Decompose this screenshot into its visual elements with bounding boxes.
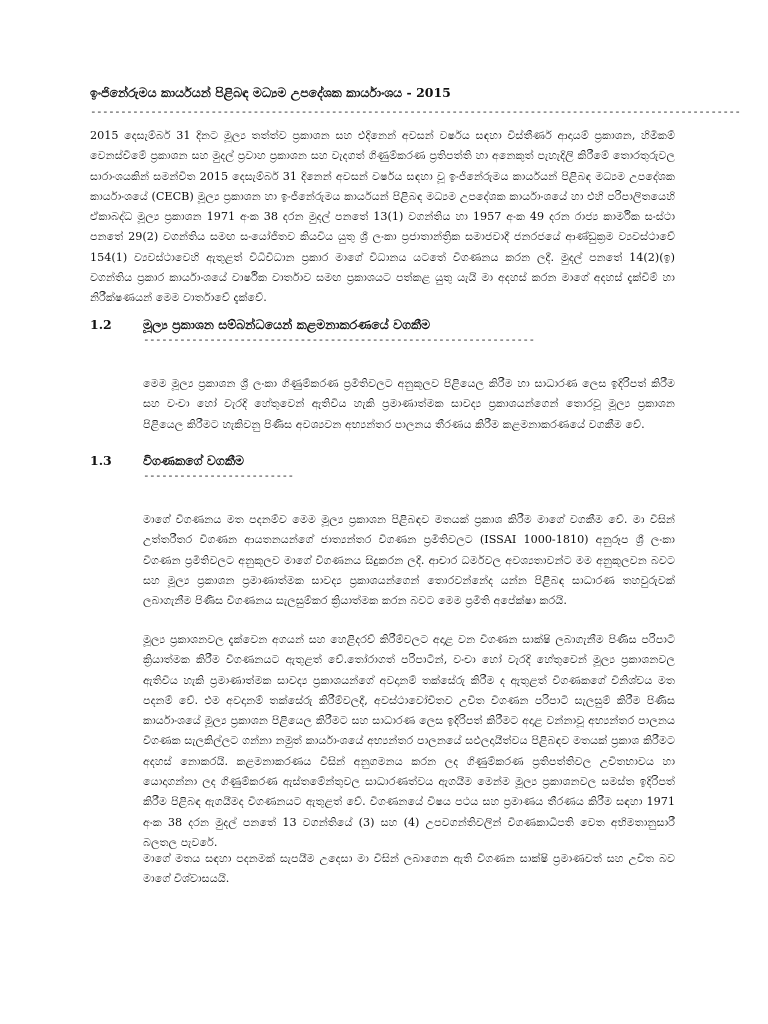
- auditor-responsibility-paragraph-1: මාගේ විගණනය මත පදනම්ව මෙම මූල්‍ය ප්‍රකාශන පිළිබඳව මතයක් ප්‍රකාශ කිරීම මාගේ වගකීම වේ. මා විසින් උත්තරීතර විගණන ආයතනයන්ගේ ජාත්‍යන්තර විගණන ප්‍රමිතිවලට (ISSAI 1000-1810) අනුරූප ශ්‍රී ලංකා විගණන ප්‍රමිතිවලට අනුකූලව මාගේ විගණනය සිදුකරන ලදී. ආචාර ධර්මවල අවශ්‍යතාවන්ට මම අනුකූලවන බවට සහ මූල්‍ය ප්‍රකාශන ප්‍රමාණාත්මක සාවද්‍ය ප්‍රකාශයන්ගෙන් තොරවන්නේද යන්න පිළිබඳ සාධාරණ තහවුරුවක් ලබාගැනීම පිණිස විගණනය සැලසුම්කර ක්‍රියාත්මක කරන බවට මෙම ප්‍රමිති අපේක්ෂා කරයි.: [143, 513, 675, 608]
- intro-paragraph: 2015 දෙසැම්බර් 31 දිනට මූල්‍ය තත්ත්ව ප්‍රකාශන සහ එදිනෙන් අවසන් වර්ෂය සඳහා විස්තීර්ණ ආදායම් ප්‍රකාශන, හිමිකම් වෙනස්වීමේ ප්‍රකාශන සහ මුදල් ප්‍රවාහ ප්‍රකාශන සහ වැදගත් ගිණුම්කරණ ප්‍රතිපත්ති හා අනෙකුත් පැහැදිලි කිරීමේ තොරතුරුවල සාරාංශයකින් සමන්විත 2015 දෙසැම්බර් 31 දිනෙන් අවසන් වර්ෂය සඳහා වූ ඉංජිනේරුමය කාර්යයන් පිළිබඳ මධ්‍යම උපදේශක කාර්යාංශයේ (CECB) මූල්‍ය ප්‍රකාශන හා ඉංජිනේරුමය කාර්යයන් පිළිබඳ මධ්‍යම උපදේශක කාර්යාංශයේ හා එහි පරිපාලිතයෙහි ඒකාබද්ධ මූල්‍ය ප්‍රකාශන 1971 අංක 38 දරන මුදල් පනතේ 13(1) වගන්තිය හා 1957 අංක 49 දරන රාජ්‍ය කාර්මික සංස්ථා පනතේ 29(2) වගන්තිය සමඟ සංයෝජිතව කියවිය යුතු ශ්‍රී ලංකා ප්‍රජාතාන්ත්‍රික සමාජවාදී ජනරජයේ ආණ්ඩුක්‍රම ව්‍යවස්ථාවේ 154(1) ව්‍යවස්ථාවෙහි ඇතුළත් විධිවිධාන ප්‍රකාර මාගේ විධානය යටතේ විගණනය කරන ලදී. මුදල් පනතේ 14(2)(ඉ) වගන්තිය ප්‍රකාර කාර්යාංශයේ වාර්ෂික වාර්තාව සමඟ ප්‍රකාශයට පත්කළ යුතු යැයි මා අදහස් කරන මාගේ අදහස් දැක්වීම් හා නිරීක්ෂණයන් මෙම වාර්තාවේ දැක්වේ.: [90, 129, 675, 305]
- section-heading-auditor-responsibility: විගණකගේ වගකීම: [143, 453, 244, 468]
- auditor-responsibility-paragraph-3: මාගේ මතය සඳහා පදනමක් සැපයීම උදෙසා මා විසින් ලබාගෙන ඇති විගණන සාක්ෂි ප්‍රමාණවත් සහ උචිත බව මාගේ විශ්වාසයයි.: [143, 852, 675, 886]
- section-1-2-underline: -----------------------------------------------------------------: [143, 333, 535, 346]
- section-number-1-2: 1.2: [90, 317, 112, 332]
- management-responsibility-paragraph: මෙම මූල්‍ය ප්‍රකාශන ශ්‍රී ලංකා ගිණුම්කරණ ප්‍රමිතිවලට අනුකූලව පිළියෙල කිරීම හා සාධාරණ ලෙස ඉදිරිපත් කිරීම සහ වංචා හෝ වැරදි හේතුවෙන් ඇතිවිය හැකි ප්‍රමාණාත්මක සාවද්‍ය ප්‍රකාශයන්ගෙන් තොරවූ මූල්‍ය ප්‍රකාශන පිළියෙල කිරීමට හැකිවනු පිණිස අවශ්‍යවන අභ්‍යන්තර පාලනය තීරණය කිරීම කළමනාකරණයේ වගකීම වේ.: [143, 377, 675, 431]
- section-number-1-3: 1.3: [90, 453, 112, 468]
- auditor-responsibility-paragraph-2: මූල්‍ය ප්‍රකාශනවල දැක්වෙන අගයන් සහ හෙළිදරව් කිරීම්වලට අදාළ වන විගණන සාක්ෂි ලබාගැනීම පිණිස පරිපාටි ක්‍රියාත්මක කිරීම විගණනයට ඇතුළත් වේ.තෝරාගත් පරිපාටීන්, වංචා හෝ වැරදි හේතුවෙන් මූල්‍ය ප්‍රකාශනවල ඇතිවිය හැකි ප්‍රමාණාත්මක සාවද්‍ය ප්‍රකාශයන්ගේ අවදානම් තක්සේරු කිරීම ද ඇතුළත් විගණකගේ විනිශ්චය මත පදනම් වේ. එම අවදානම් තක්සේරු කිරීම්වලදී, අවස්ථාවෝචිතව උචිත විගණන පරිපාටි සැලසුම් කිරීම පිණිස කාර්යාංශයේ මූල්‍ය ප්‍රකාශන පිළියෙල කිරීමට සහ සාධාරණ ලෙස ඉදිරිපත් කිරීමට අදාළ වන්නාවූ අභ්‍යන්තර පාලනය විගණක සැලකිල්ලට ගන්නා නමුත් කාර්යාංශයේ අභ්‍යන්තර පාලනයේ සඵලදායීත්වය පිළිබඳව මතයක් ප්‍රකාශ කිරීමට අදහස් නොකරයි. කළමනාකරණය විසින් අනුගමනය කරන ලද ගිණුම්කරණ ප්‍රතිපත්තිවල උචිතභාවය හා යොදාගන්නා ලද ගිණුම්කරණ ඇස්තමේන්තුවල සාධාරණත්වය ඇගයීම මෙන්ම මූල්‍ය ප්‍රකාශනවල සමස්ත ඉදිරිපත් කිරීම පිළිබඳ ඇගයීමද විගණනයට ඇතුළත් වේ. විගණනයේ විෂය පථය සහ ප්‍රමාණය තීරණය කිරීම සඳහා 1971 අංක 38 දරන මුදල් පනතේ 13 වගන්තියේ (3) සහ (4) උපවගන්තිවලින් විගණකාධිපති වෙත අභිමතානුසාරී බලතල පැවරේ.: [143, 633, 675, 849]
- document-title: ඉංජිනේරුමය කාර්යයන් පිළිබඳ මධ්‍යම උපදේශක කාර්යාංශය - 2015: [90, 85, 451, 100]
- title-underline: ------------------------------------------------------------------------------------------------------------: [90, 105, 741, 118]
- section-1-3-underline: -------------------------: [143, 469, 294, 482]
- section-heading-management-responsibility: මූල්‍ය ප්‍රකාශන සම්බන්ධයෙන් කළමනාකරණයේ වගකීම: [143, 317, 431, 332]
